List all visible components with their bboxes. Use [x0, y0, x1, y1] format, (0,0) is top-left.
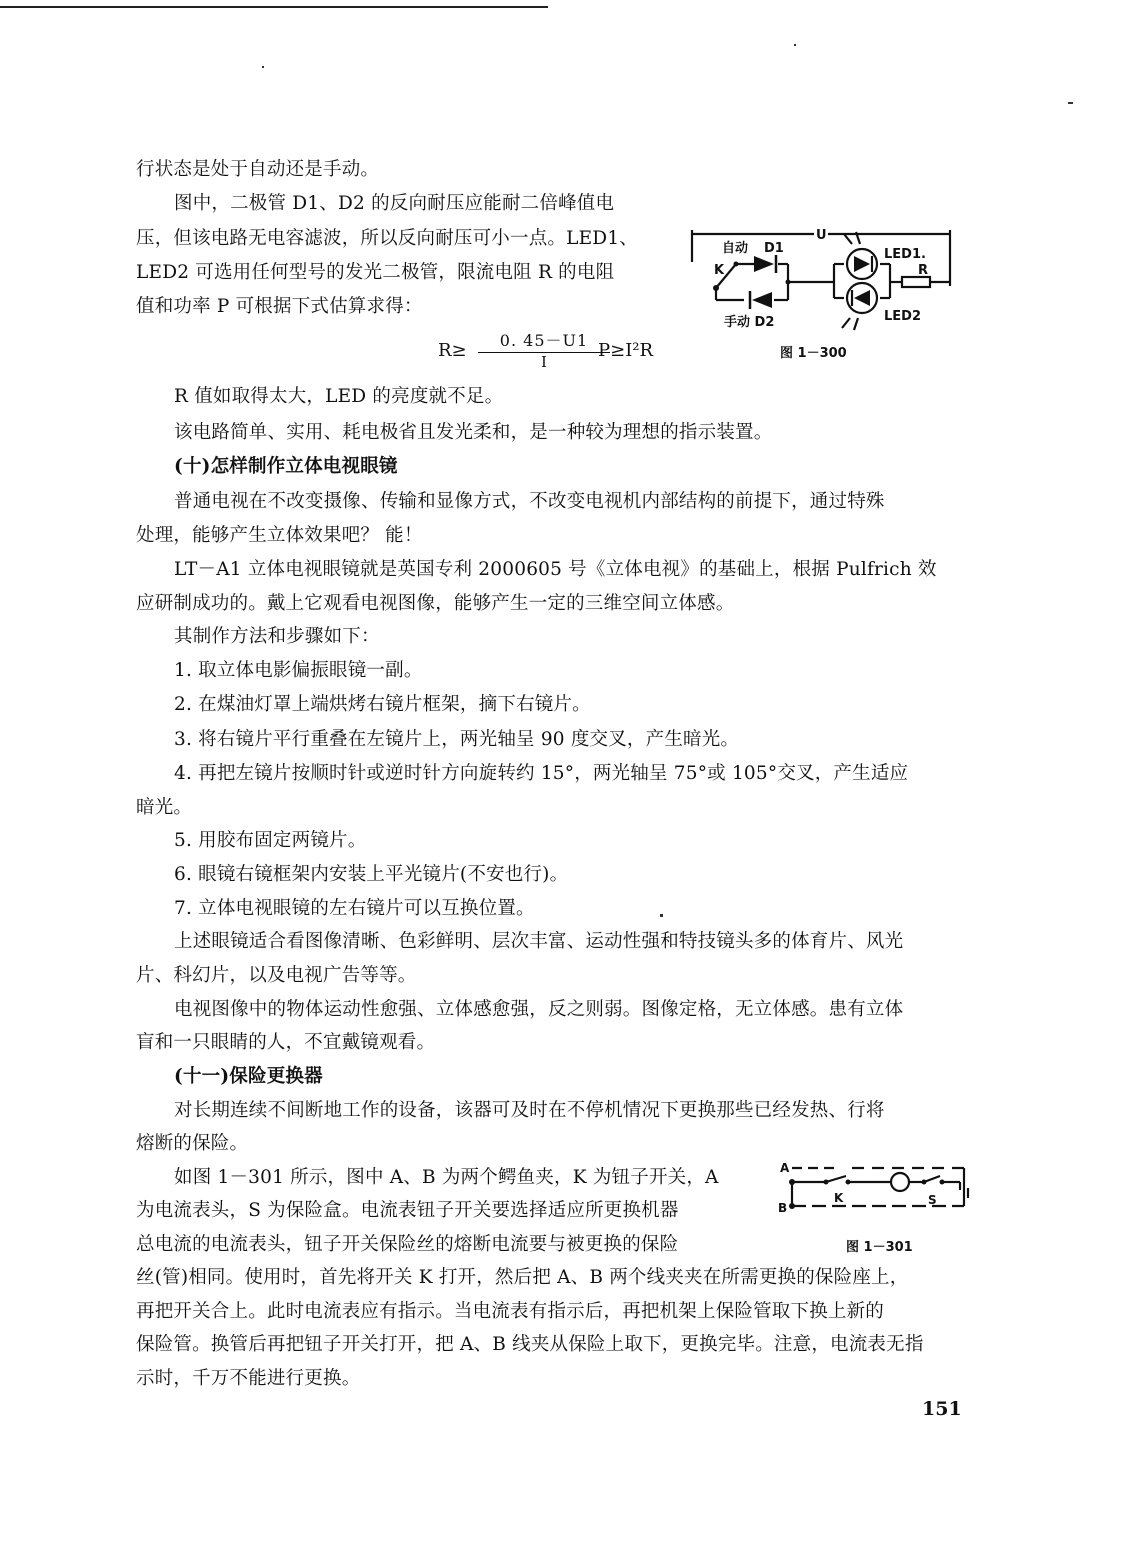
- formula-power: P≥I²R: [598, 340, 654, 361]
- label-manual-d2: 手动 D2: [724, 315, 775, 330]
- figure-1-300: [684, 222, 960, 340]
- label-r: R: [918, 263, 929, 278]
- formula-lhs: R≥: [438, 340, 467, 361]
- text-line: 总电流的电流表头，钮子开关保险丝的熔断电流要与被更换的保险: [136, 1234, 679, 1255]
- text-line: 2. 在煤油灯罩上端烘烤右镜片框架，摘下右镜片。: [174, 694, 591, 715]
- text-line: 6. 眼镜右镜框架内安装上平光镜片(不安也行)。: [174, 864, 569, 885]
- text-line: LT－A1 立体电视眼镜就是英国专利 2000605 号《立体电视》的基础上，根据 Pulfrich 效: [174, 559, 937, 580]
- label-d1: D1: [764, 241, 784, 256]
- text-line: 应研制成功的。戴上它观看电视图像，能够产生一定的三维空间立体感。: [136, 593, 735, 614]
- text-line: 该电路简单、实用、耗电极省且发光柔和，是一种较为理想的指示装置。: [174, 422, 773, 443]
- text-line: 再把开关合上。此时电流表应有指示。当电流表有指示后，再把机架上保险管取下换上新的: [136, 1301, 885, 1322]
- label-u: U: [816, 228, 827, 243]
- formula-fraction: [478, 328, 610, 371]
- text-line: 上述眼镜适合看图像清晰、色彩鲜明、层次丰富、运动性强和特技镜头多的体育片、风光: [174, 931, 904, 952]
- formula-numerator: 0. 45－U1: [478, 328, 610, 353]
- text-line: 处理，能够产生立体效果吧？ 能！: [136, 525, 423, 546]
- text-line: 7. 立体电视眼镜的左右镜片可以互换位置。: [174, 898, 535, 919]
- label-b: B: [778, 1201, 788, 1215]
- text-line: 值和功率 P 可根据下式估算求得：: [136, 296, 423, 317]
- text-line: 保险管。换管后再把钮子开关打开，把 A、B 线夹从保险上取下，更换完毕。注意，电流表无指: [136, 1334, 924, 1355]
- text-line: 行状态是处于自动还是手动。: [136, 159, 380, 180]
- text-line: 为电流表头，S 为保险盒。电流表钮子开关要选择适应所更换机器: [136, 1200, 679, 1221]
- figure-1-300-caption: 图 1－300: [780, 346, 847, 361]
- formula-denominator: I: [541, 353, 547, 371]
- label-k: K: [834, 1191, 844, 1205]
- text-line: 电视图像中的物体运动性愈强、立体感愈强，反之则弱。图像定格，无立体感。患有立体: [174, 999, 904, 1020]
- text-line: 4. 再把左镜片按顺时针或逆时针方向旋转约 15°，两光轴呈 75°或 105°交叉，产生适应: [174, 763, 909, 784]
- text-line: 5. 用胶布固定两镜片。: [174, 830, 367, 851]
- fuse-changer-diagram: [778, 1160, 974, 1224]
- text-line: 片、科幻片，以及电视广告等等。: [136, 965, 417, 986]
- text-line: 其制作方法和步骤如下：: [174, 626, 380, 647]
- section-heading: (十一)保险更换器: [174, 1066, 323, 1087]
- label-led1: LED1.: [884, 247, 926, 262]
- text-line: 盲和一只眼睛的人，不宜戴镜观看。: [136, 1032, 436, 1053]
- label-auto: 自动: [722, 241, 749, 256]
- text-line: LED2 可选用任何型号的发光二极管，限流电阻 R 的电阻: [136, 262, 615, 283]
- text-line: R 值如取得太大，LED 的亮度就不足。: [174, 386, 504, 407]
- text-line: 示时，千万不能进行更换。: [136, 1368, 361, 1389]
- figure-1-301-caption: 图 1－301: [846, 1240, 913, 1255]
- label-k: K: [714, 263, 725, 278]
- text-line: 图中，二极管 D1、D2 的反向耐压应能耐二倍峰值电: [174, 193, 615, 214]
- text-line: 对长期连续不间断地工作的设备，该器可及时在不停机情况下更换那些已经发热、行将: [174, 1100, 885, 1121]
- section-heading: (十)怎样制作立体电视眼镜: [174, 456, 398, 477]
- text-line: 普通电视在不改变摄像、传输和显像方式，不改变电视机内部结构的前提下，通过特殊: [174, 491, 885, 512]
- text-line: 如图 1－301 所示，图中 A、B 为两个鳄鱼夹，K 为钮子开关，A: [174, 1167, 719, 1188]
- led-circuit-diagram: [684, 222, 960, 340]
- figure-1-301: [778, 1160, 974, 1224]
- text-line: 1. 取立体电影偏振眼镜一副。: [174, 660, 423, 681]
- page-number: 151: [922, 1398, 962, 1420]
- text-line: 压，但该电路无电容滤波，所以反向耐压可小一点。LED1、: [136, 228, 638, 249]
- label-led2: LED2: [884, 309, 922, 324]
- text-line: 熔断的保险。: [136, 1133, 249, 1154]
- label-s: S: [928, 1193, 937, 1207]
- text-line: 丝(管)相同。使用时，首先将开关 K 打开，然后把 A、B 两个线夹夹在所需更换的保险座上，: [136, 1267, 909, 1288]
- text-line: 3. 将右镜片平行重叠在左镜片上，两光轴呈 90 度交叉，产生暗光。: [174, 729, 740, 750]
- text-line: 暗光。: [136, 797, 193, 818]
- top-rule: [0, 6, 548, 8]
- label-a: A: [780, 1161, 790, 1175]
